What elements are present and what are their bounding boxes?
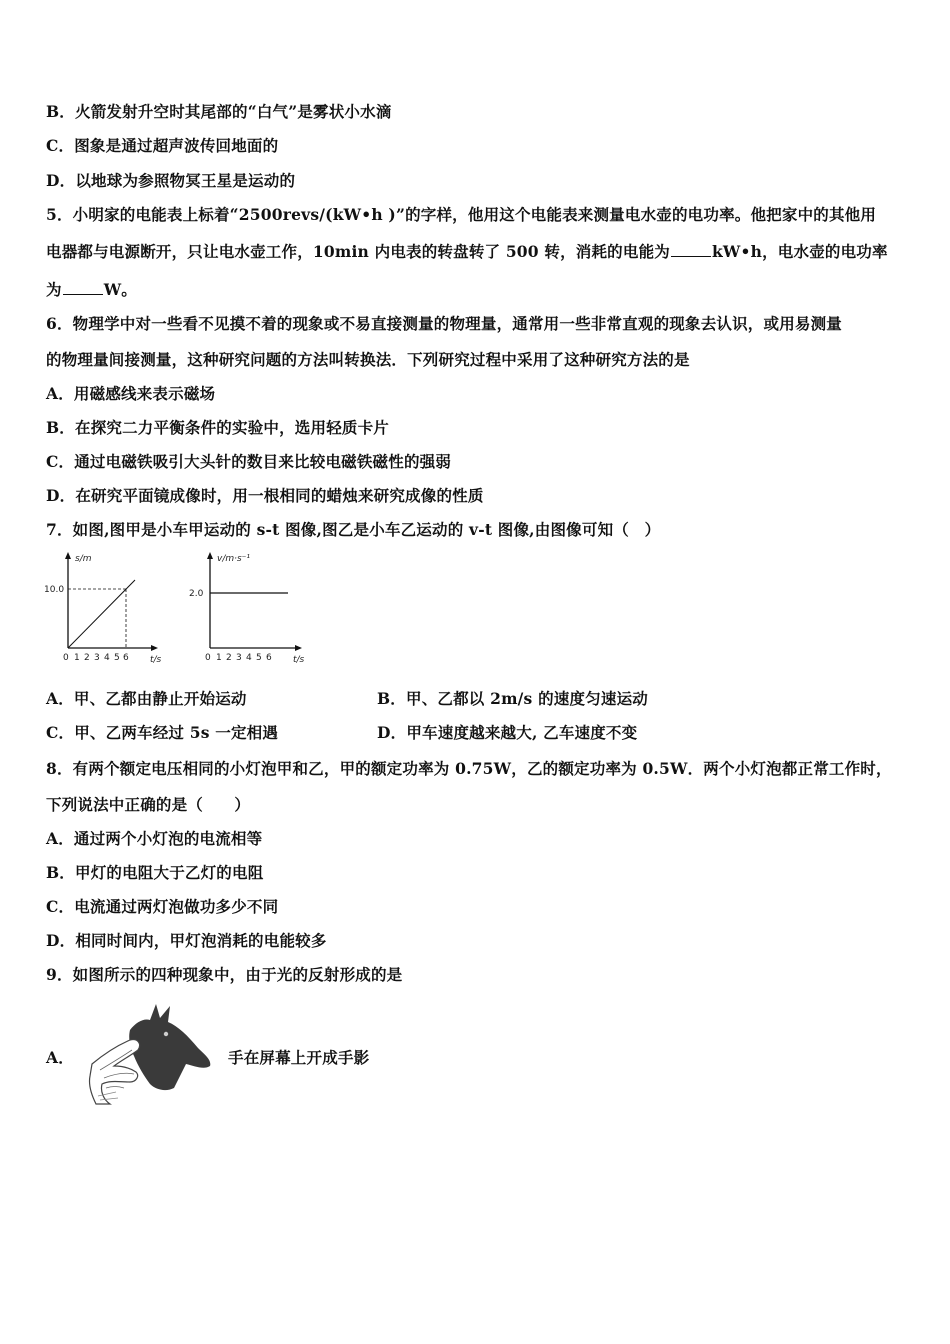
x-label: t/s	[150, 655, 162, 665]
q9-option-a-label: A．	[46, 1048, 74, 1067]
tick-label: 3	[94, 653, 100, 663]
st-line	[68, 580, 135, 648]
q8-line-2: 下列说法中正确的是（ ）	[46, 795, 251, 814]
answer-blank	[63, 280, 103, 295]
tick-label: 1	[74, 653, 80, 663]
q6-line-1: 6．物理学中对一些看不见摸不着的现象或不易直接测量的物理量，通常用一些非常直观的现象去认识，或用易测量	[46, 314, 842, 333]
y-value: 10.0	[44, 585, 65, 595]
x-ticks	[205, 653, 272, 663]
st-graph	[44, 548, 166, 666]
y-arrow	[65, 552, 71, 559]
x-arrow	[151, 645, 158, 651]
x-arrow	[295, 645, 302, 651]
x-label: t/s	[293, 655, 305, 665]
tick-label: 2	[84, 653, 90, 663]
q7-stem: 7．如图,图甲是小车甲运动的 s-t 图像,图乙是小车乙运动的 v-t 图像,由图像可知（ ）	[46, 520, 661, 539]
x-ticks	[63, 653, 129, 663]
vt-graph	[186, 548, 312, 666]
tick-label: 6	[123, 653, 129, 663]
q4-option-b: B．火箭发射升空时其尾部的“白气”是雾状小水滴	[46, 102, 392, 121]
q4-option-d: D．以地球为参照物冥王星是运动的	[46, 171, 296, 190]
q7-option-a: A．甲、乙都由静止开始运动	[46, 689, 247, 708]
q7-option-c: C．甲、乙两车经过 5s 一定相遇	[46, 723, 279, 742]
q6-option-c: C．通过电磁铁吸引大头针的数目来比较电磁铁磁性的强弱	[46, 452, 452, 471]
y-label: v/m·s⁻¹	[217, 554, 251, 564]
shadow-shape	[129, 1004, 210, 1090]
y-label: s/m	[75, 554, 92, 564]
tick-label: 0	[205, 653, 211, 663]
tick-label: 6	[266, 653, 272, 663]
hand-outline	[89, 1040, 139, 1104]
tick-label: 2	[226, 653, 232, 663]
q5-line-3-b: W。	[103, 280, 138, 299]
q5-line-2	[46, 242, 888, 262]
q5-line-3	[46, 280, 137, 300]
tick-label: 0	[63, 653, 69, 663]
q7-option-b: B．甲、乙都以 2m/s 的速度匀速运动	[377, 689, 648, 708]
q5-line-1: 5．小明家的电能表上标着“2500revs/(kW•h )”的字样，他用这个电能表来测量电水壶的电功率。他把家中的其他用	[46, 205, 877, 224]
tick-label: 4	[104, 653, 110, 663]
tick-label: 5	[256, 653, 262, 663]
q9-option-a-text: 手在屏幕上开成手影	[228, 1048, 370, 1067]
y-value: 2.0	[189, 589, 204, 599]
tick-label: 1	[216, 653, 222, 663]
tick-label: 3	[236, 653, 242, 663]
q4-option-c: C．图象是通过超声波传回地面的	[46, 136, 279, 155]
q5-line-3-a: 为	[46, 280, 62, 299]
q8-option-b: B．甲灯的电阻大于乙灯的电阻	[46, 863, 264, 882]
q8-option-a: A．通过两个小灯泡的电流相等	[46, 829, 263, 848]
y-arrow	[207, 552, 213, 559]
answer-blank	[671, 242, 711, 257]
q8-option-c: C．电流通过两灯泡做功多少不同	[46, 897, 279, 916]
shadow-eye	[164, 1032, 168, 1036]
tick-label: 4	[246, 653, 252, 663]
tick-label: 5	[114, 653, 120, 663]
hand-shadow-image	[86, 1000, 216, 1108]
q6-option-d: D．在研究平面镜成像时，用一根相同的蜡烛来研究成像的性质	[46, 486, 484, 505]
q8-option-d: D．相同时间内，甲灯泡消耗的电能较多	[46, 931, 327, 950]
q6-option-b: B．在探究二力平衡条件的实验中，选用轻质卡片	[46, 418, 390, 437]
q7-option-d: D．甲车速度越来越大, 乙车速度不变	[377, 723, 638, 742]
q5-line-2-a: 电器都与电源断开，只让电水壶工作，10min 内电表的转盘转了 500 转，消耗的电能为	[46, 242, 670, 261]
q8-line-1: 8．有两个额定电压相同的小灯泡甲和乙，甲的额定功率为 0.75W，乙的额定功率为 0.5W．两个小灯泡都正常工作时，	[46, 759, 892, 778]
q9-stem: 9．如图所示的四种现象中，由于光的反射形成的是	[46, 965, 403, 984]
q5-line-2-b: kW•h，电水壶的电功率	[711, 242, 888, 261]
q6-line-2: 的物理量间接测量，这种研究问题的方法叫转换法．下列研究过程中采用了这种研究方法的是	[46, 350, 690, 369]
q6-option-a: A．用磁感线来表示磁场	[46, 384, 216, 403]
